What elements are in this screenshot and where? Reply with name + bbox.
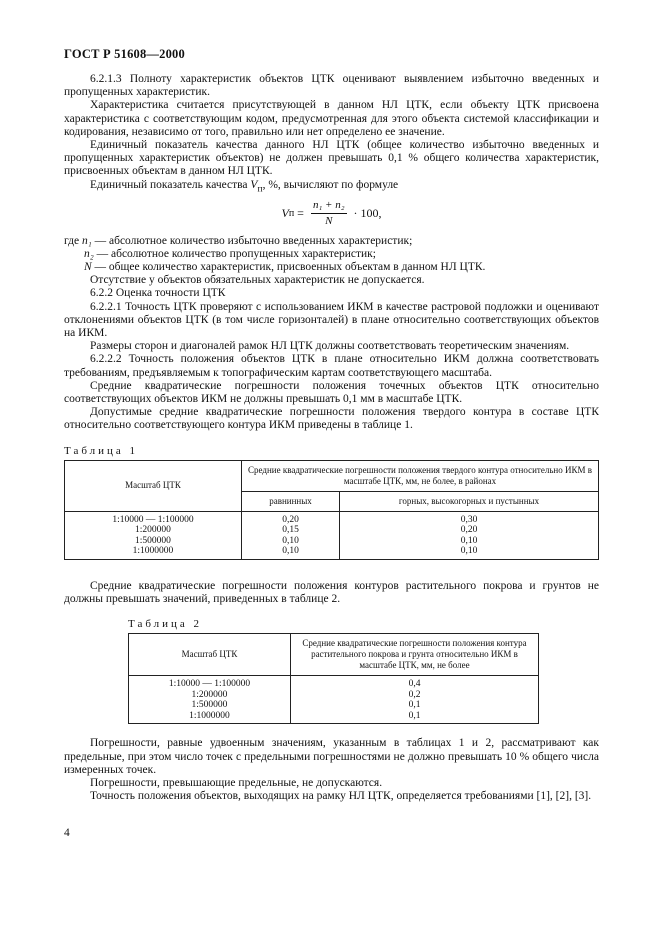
paragraph-mandatory: Отсутствие у объектов обязательных характеристик не допускается. [90,274,425,287]
table1-header-group: Средние квадратические погрешности положения твердого контура относительно ИКМ в масштабе ЦТК, мм, не более, в районах [242,460,599,491]
paragraph-table1-ref: Допустимые средние квадратические погрешности положения твердого контура в составе ЦТК относительно соответствующего контура ИКМ приведены в таблице 1. [64,406,599,432]
definition-n1: где n₁ — абсолютное количество избыточно введенных характеристик; [64,234,413,247]
document-header: ГОСТ Р 51608—2000 [64,47,185,61]
paragraph-frame-sizes: Размеры сторон и диагоналей рамок НЛ ЦТК должны соответствовать теоретическим значениям. [90,340,570,353]
paragraph-frame-objects: Точность положения объектов, выходящих на рамку НЛ ЦТК, определяется требованиями [1], [2], [3]. [90,790,592,803]
paragraph-table2-ref: Средние квадратические погрешности положения контуров растительного покрова и грунтов не должны превышать значений, приведенных в таблице 2. [64,579,599,605]
paragraph-not-allowed: Погрешности, превышающие предельные, не допускаются. [90,777,383,789]
paragraph-6-2-1-3: 6.2.1.3 Полноту характеристик объектов ЦТК оценивают выявлением избыточно введенных и пропущенных характеристик. [64,73,599,99]
table1-plain-values: 0,20 0,15 0,10 0,10 [242,511,340,559]
table-row [129,676,539,724]
paragraph-quality-limit: Единичный показатель качества данного НЛ ЦТК (общее количество избыточно введенных и пропущенных характеристик объектов) не должен превышать 0,1 % общего количества характеристик, присвоенных объектам в данном НЛ ЦТК. [64,139,599,178]
table1-header-scale: Масштаб ЦТК [65,460,242,511]
table-2 [128,633,539,724]
definition-N: N — общее количество характеристик, присвоенных объектам в данном НЛ ЦТК. [84,260,486,273]
table1-caption: Таблица 1 [64,444,139,457]
paragraph-6-2-2-2: 6.2.2.2 Точность положения объектов ЦТК в плане относительно ИКМ должна соответствовать требованиям, предъявляемым к топографическим картам соответствующего масштаба. [64,353,599,379]
definition-n2: n₂ — абсолютное количество пропущенных характеристик; [84,247,376,260]
table1-header-mountain: горных, высокогорных и пустынных [340,491,599,511]
page-number: 4 [64,827,70,839]
paragraph-characteristic-definition: Характеристика считается присутствующей в данном НЛ ЦТК, если объекту ЦТК присвоена характеристика с соответствующим кодом, предусмотренная для этого объекта системой классификации и кодирования, независимо от того, правильно или нет определено ее значение. [64,99,599,138]
document-body [64,73,599,803]
table1-mountain-values: 0,30 0,20 0,10 0,10 [340,511,599,559]
formula-definitions [64,235,599,275]
table-row [65,511,599,559]
paragraph-point-objects: Средние квадратические погрешности положения точечных объектов ЦТК относительно соответствующих объектов ИКМ не должны превышать 0,1 мм в масштабе ЦТК. [64,379,599,405]
paragraph-6-2-2-1: 6.2.2.1 Точность ЦТК проверяют с использованием ИКМ в качестве растровой подложки и оценивают отклонениями объектов ЦТК (в том числе горизонталей) в плане относительно соответствующих объектов на ИКМ. [64,300,599,339]
table2-header-value: Средние квадратические погрешности положения контура растительного покрова и грунта относительно ИКМ в масштабе ЦТК, мм, не более [291,634,539,676]
table2-caption: Таблица 2 [128,618,203,631]
table1-header-plain: равнинных [242,491,340,511]
paragraph-formula-intro: Единичный показатель качества $V_п$, %, вычисляют по формуле [90,178,399,194]
table1-scales: 1:10000 — 1:100000 1:200000 1:500000 1:1000000 [65,511,242,559]
quality-formula: V п = $\frac{\text{n₁ + n₂}}{N}$ · 100, [281,199,382,228]
section-heading-6-2-2: 6.2.2 Оценка точности ЦТК [90,287,226,300]
paragraph-limit-errors: Погрешности, равные удвоенным значениям, указанным в таблицах 1 и 2, рассматривают как предельные, при этом число точек с предельными погрешностями не должно превышать 10 % общего числа измеренных точек. [64,737,599,776]
table2-scales: 1:10000 — 1:100000 1:200000 1:500000 1:1000000 [129,676,291,724]
table-1 [64,460,599,560]
formula-fraction: $\frac{\text{n₁ + n₂}}{N}$ [312,199,345,228]
table2-header-scale: Масштаб ЦТК [129,634,291,676]
table2-values: 0,4 0,2 0,1 0,1 [291,676,539,724]
